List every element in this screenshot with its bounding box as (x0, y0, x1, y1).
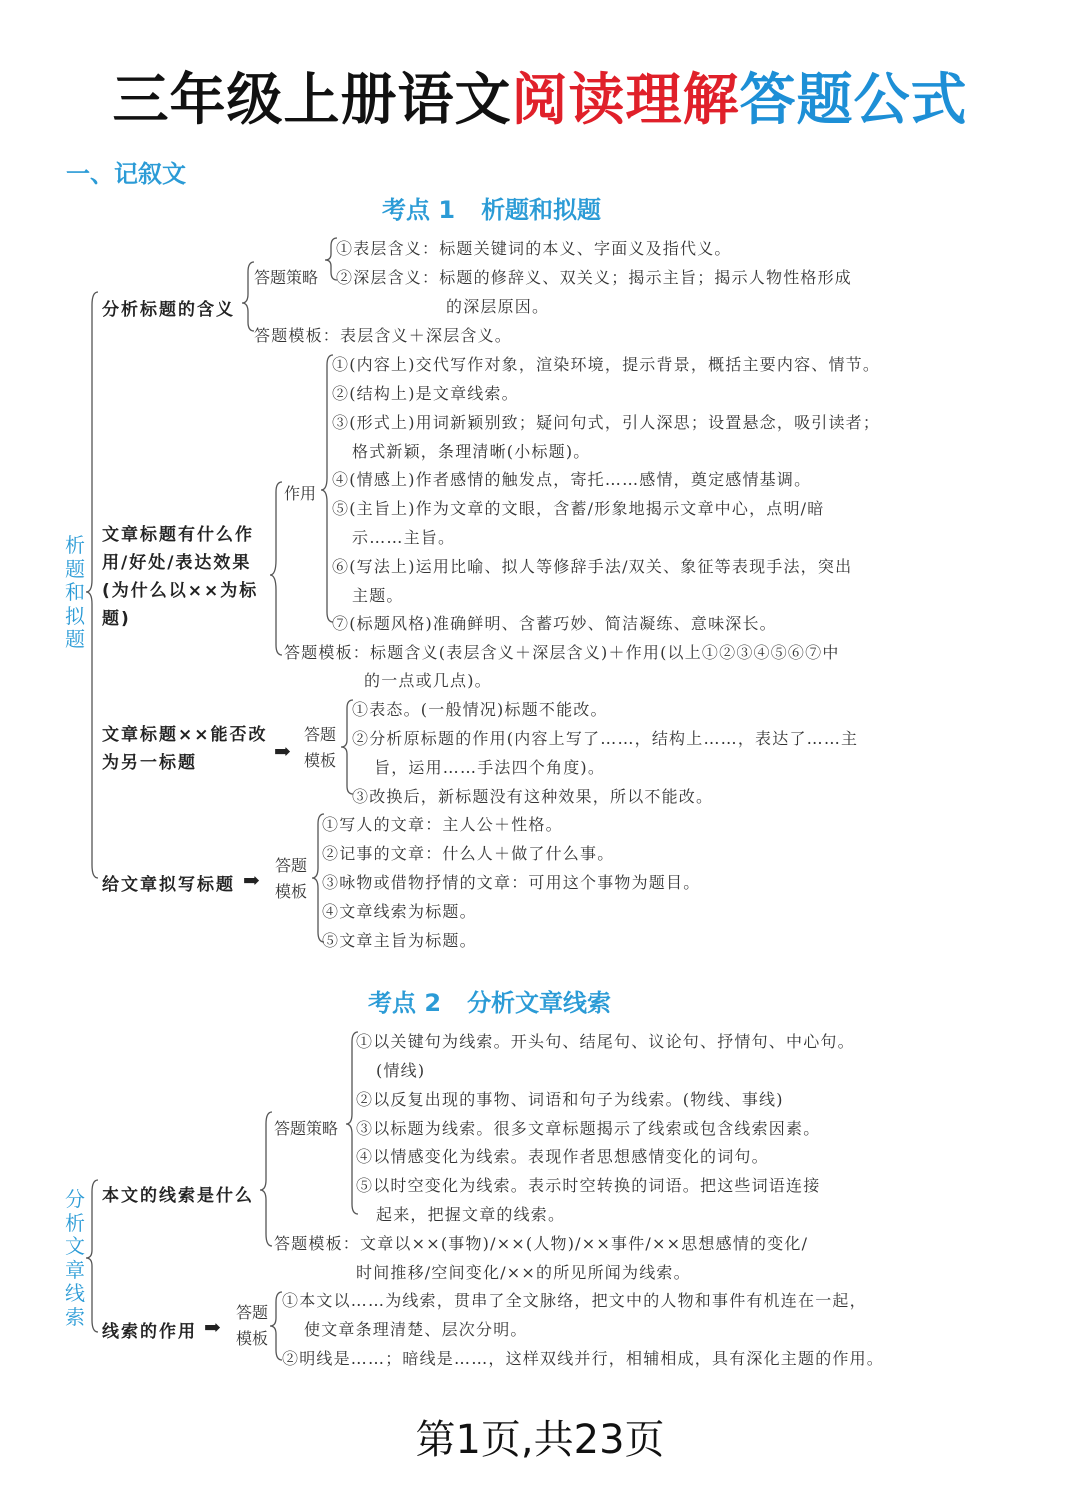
q2-e7: ⑦(标题风格)准确鲜明、含蓄巧妙、简洁凝练、意味深长。 (332, 614, 777, 633)
q5-s4: ④以情感变化为线索。表现作者思想感情变化的词句。 (356, 1147, 769, 1166)
q6-title: 线索的作用 (102, 1322, 197, 1342)
side-label-1: 析题和拟题 (65, 533, 85, 651)
q5-s5a: ⑤以时空变化为线索。表示时空转换的词语。把这些词语连接 (356, 1176, 821, 1195)
page-title: 三年级上册语文阅读理解答题公式 (112, 68, 968, 133)
q5-strategy-label: 答题策略 (274, 1119, 339, 1138)
page-number: 第1页,共23页 (415, 1417, 665, 1463)
q5-s3: ③以标题为线索。很多文章标题揭示了线索或包含线索因素。 (356, 1119, 821, 1138)
q2-e3b: 格式新颖，条理清晰(小标题)。 (352, 442, 591, 461)
arrow-right-icon: ➡ (204, 1315, 221, 1339)
q5-template-b: 时间推移/空间变化/××的所见所闻为线索。 (356, 1263, 691, 1282)
q2-e5a: ⑤(主旨上)作为文章的文眼，含蓄/形象地揭示文章中心，点明/暗 (332, 499, 825, 518)
q5-s1a: ①以关键句为线索。开头句、结尾句、议论句、抒情句、中心句。 (356, 1032, 855, 1051)
q2-e2: ②(结构上)是文章线索。 (332, 384, 519, 403)
q4-a4: ④文章线索为标题。 (322, 902, 477, 921)
q4-a2: ②记事的文章：什么人＋做了什么事。 (322, 844, 615, 863)
q3-title: 文章标题××能否改为另一标题 (102, 725, 268, 773)
arrow-right-icon: ➡ (243, 868, 260, 892)
q1-s1: ①表层含义：标题关键词的本义、字面义及指代义。 (336, 239, 732, 258)
q2-template-b: 的一点或几点)。 (364, 671, 492, 690)
q1-s2a: ②深层含义：标题的修辞义、双关义；揭示主旨；揭示人物性格形成 (336, 268, 853, 287)
q3-a2a: ②分析原标题的作用(内容上写了……，结构上……，表达了……主 (352, 729, 859, 748)
q3-a1: ①表态。(一般情况)标题不能改。 (352, 700, 608, 719)
q6-label: 答题模板 (236, 1303, 269, 1348)
q1-strategy-label: 答题策略 (254, 268, 319, 287)
q5-s5b: 起来，把握文章的线索。 (376, 1205, 566, 1224)
q2-title: 文章标题有什么作用/好处/表达效果(为什么以××为标题) (102, 525, 259, 629)
q2-e4: ④(情感上)作者感情的触发点，寄托……感情，奠定感情基调。 (332, 470, 812, 489)
q4-a3: ③咏物或借物抒情的文章：可用这个事物为题目。 (322, 873, 701, 892)
q2-template-a: 答题模板：标题含义(表层含义＋深层含义)＋作用(以上①②③④⑤⑥⑦中 (284, 643, 840, 662)
q3-label: 答题模板 (304, 725, 337, 770)
side-label-2: 分析文章线索 (65, 1187, 85, 1329)
q2-e3a: ③(形式上)用词新颖别致；疑问句式，引人深思；设置悬念，吸引读者； (332, 413, 881, 432)
q2-e1: ①(内容上)交代写作对象，渲染环境，提示背景，概括主要内容、情节。 (332, 355, 881, 374)
arrow-right-icon: ➡ (274, 739, 291, 763)
q5-s1b: (情线) (376, 1061, 426, 1080)
q4-title: 给文章拟写标题 (102, 875, 235, 895)
q2-effect-label: 作用 (284, 484, 317, 503)
q1-title: 分析标题的含义 (102, 300, 235, 320)
q5-template-a: 答题模板：文章以××(事物)/××(人物)/××事件/××思想感情的变化/ (274, 1234, 809, 1253)
q1-template: 答题模板：表层含义＋深层含义。 (254, 326, 513, 345)
q4-label: 答题模板 (275, 856, 308, 901)
q4-a1: ①写人的文章：主人公＋性格。 (322, 815, 563, 834)
q2-e6a: ⑥(写法上)运用比喻、拟人等修辞手法/双关、象征等表现手法，突出 (332, 557, 853, 576)
q2-e6b: 主题。 (352, 586, 404, 605)
q4-a5: ⑤文章主旨为标题。 (322, 931, 477, 950)
q1-s2b: 的深层原因。 (446, 297, 550, 316)
q5-title: 本文的线索是什么 (102, 1186, 254, 1206)
q6-a1b: 使文章条理清楚、层次分明。 (304, 1320, 528, 1339)
q6-a1a: ①本文以……为线索，贯串了全文脉络，把文中的人物和事件有机连在一起， (282, 1291, 867, 1310)
q6-a2: ②明线是……；暗线是……，这样双线并行，相辅相成，具有深化主题的作用。 (282, 1349, 885, 1368)
kaodian-2-heading: 考点 2 分析文章线索 (368, 989, 612, 1017)
q2-e5b: 示……主旨。 (352, 528, 456, 547)
q3-a2b: 旨，运用……手法四个角度)。 (374, 758, 606, 777)
q3-a3: ③改换后，新标题没有这种效果，所以不能改。 (352, 787, 714, 806)
kaodian-1-heading: 考点 1 析题和拟题 (382, 196, 602, 224)
q5-s2: ②以反复出现的事物、词语和句子为线索。(物线、事线) (356, 1090, 784, 1109)
section-heading: 一、记叙文 (66, 160, 186, 188)
